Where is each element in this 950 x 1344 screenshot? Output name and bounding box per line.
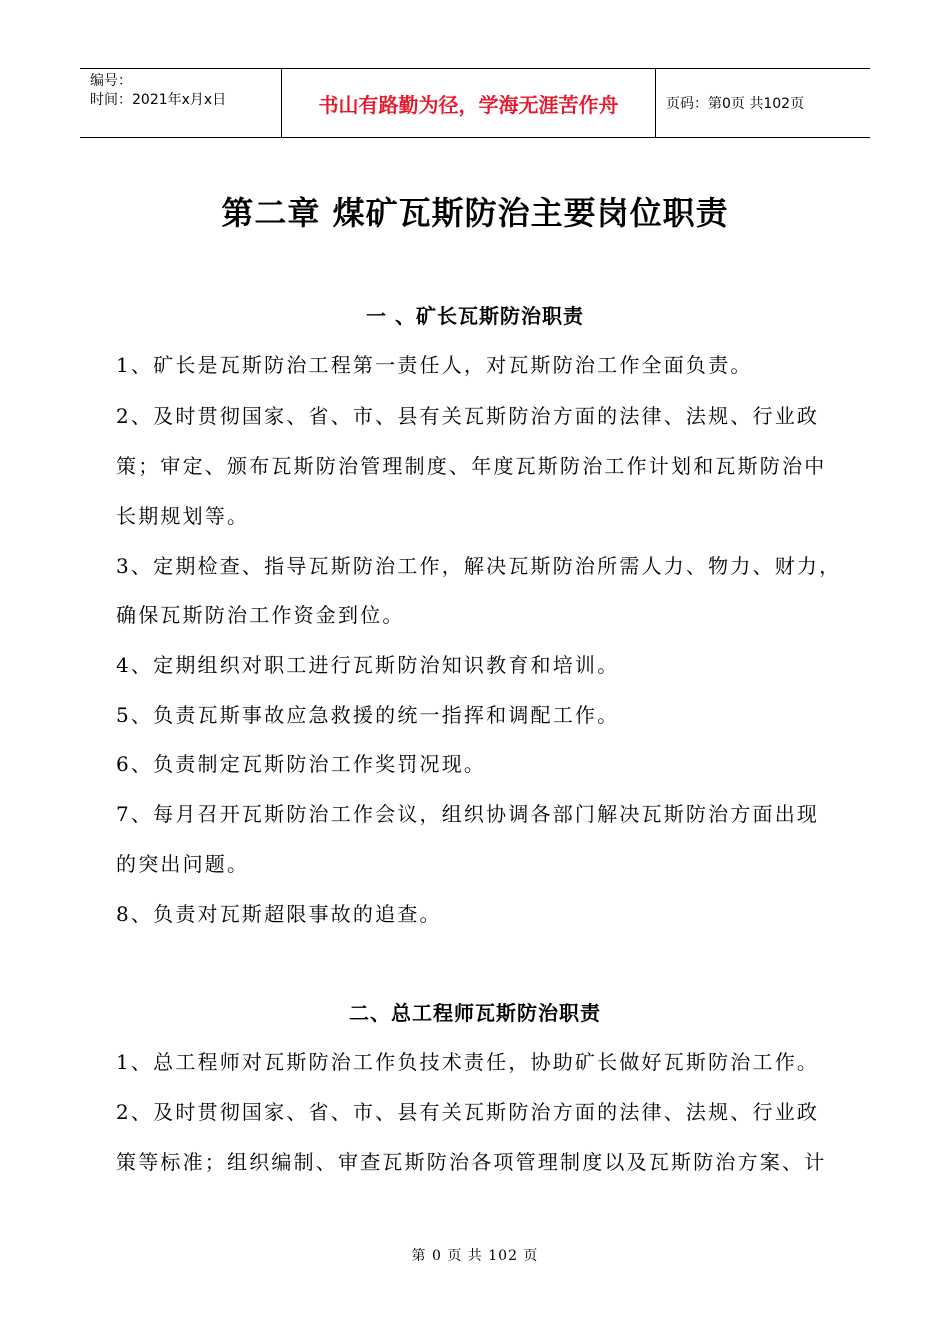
header-motto: 书山有路勤为径，学海无涯苦作舟 (282, 69, 656, 137)
paragraph-line: 3、定期检查、指导瓦斯防治工作，解决瓦斯防治所需人力、物力、财力， (116, 554, 842, 578)
header-page-code: 页码：第0页 共102页 (666, 96, 805, 112)
header-table (80, 68, 870, 138)
header-meta (80, 69, 282, 137)
paragraph-line: 1、总工程师对瓦斯防治工作负技术责任，协助矿长做好瓦斯防治工作。 (116, 1050, 820, 1074)
section-title-1: 一 、矿长瓦斯防治职责 (366, 304, 584, 328)
paragraph-line: 7、每月召开瓦斯防治工作会议，组织协调各部门解决瓦斯防治方面出现 (116, 802, 820, 826)
paragraph-line: 6、负责制定瓦斯防治工作奖罚况现。 (116, 752, 487, 776)
chapter-title: 第二章 煤矿瓦斯防治主要岗位职责 (221, 194, 729, 232)
paragraph-line: 4、定期组织对职工进行瓦斯防治知识教育和培训。 (116, 653, 620, 677)
paragraph-line: 1、矿长是瓦斯防治工程第一责任人，对瓦斯防治工作全面负责。 (116, 353, 753, 377)
paragraph-line: 的突出问题。 (116, 852, 250, 876)
paragraph-line: 确保瓦斯防治工作资金到位。 (116, 603, 405, 627)
paragraph-line: 8、负责对瓦斯超限事故的追查。 (116, 902, 442, 926)
paragraph-line: 策等标准；组织编制、审查瓦斯防治各项管理制度以及瓦斯防治方案、计 (116, 1150, 827, 1174)
page-footer: 第 0 页 共 102 页 (411, 1248, 539, 1264)
paragraph-line: 5、负责瓦斯事故应急救援的统一指挥和调配工作。 (116, 703, 620, 727)
document-number-label: 编号： (90, 73, 132, 89)
paragraph-line: 2、及时贯彻国家、省、市、县有关瓦斯防治方面的法律、法规、行业政 (116, 404, 820, 428)
paragraph-line: 策；审定、颁布瓦斯防治管理制度、年度瓦斯防治工作计划和瓦斯防治中 (116, 454, 827, 478)
paragraph-line: 2、及时贯彻国家、省、市、县有关瓦斯防治方面的法律、法规、行业政 (116, 1100, 820, 1124)
section-title-2: 二、总工程师瓦斯防治职责 (349, 1001, 601, 1025)
document-date: 时间：2021年x月x日 (90, 92, 227, 108)
paragraph-line: 长期规划等。 (116, 504, 250, 528)
